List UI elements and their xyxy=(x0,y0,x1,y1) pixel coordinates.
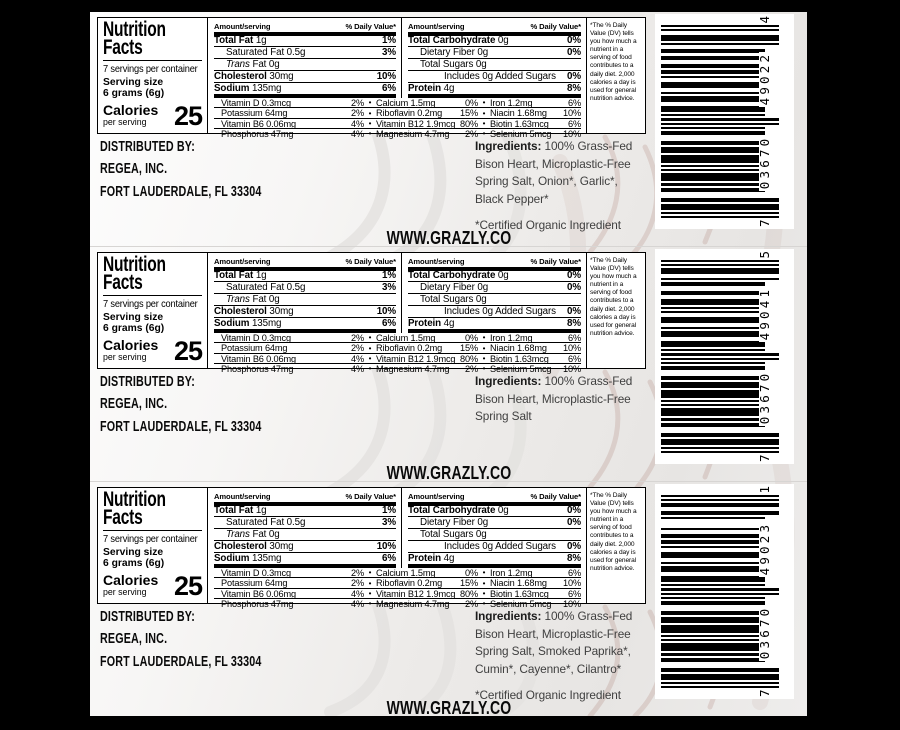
website-url xyxy=(90,698,807,716)
barcode-digit-group: 49022 xyxy=(757,51,773,106)
nutrition-facts-columns xyxy=(208,18,586,139)
micronutrient-row xyxy=(214,107,581,117)
nutrient-row: Total Sugars 0g xyxy=(408,529,581,541)
macro-columns xyxy=(208,18,586,98)
barcode-digit-group: 03670 xyxy=(757,370,773,425)
micronutrients-table xyxy=(208,568,586,609)
label-sheet xyxy=(90,12,807,716)
nutrition-facts-title xyxy=(103,488,176,529)
barcode-digit-group: 4 xyxy=(757,16,773,24)
amount-per-serving-header: Amount/serving xyxy=(214,22,271,31)
nutrient-row: Protein 4g 8% xyxy=(408,553,581,565)
calories-label: Calories xyxy=(103,571,159,588)
nutrient-dv: 1% xyxy=(382,35,396,47)
nutrient-row: Saturated Fat 0.5g 3% xyxy=(214,282,396,294)
daily-value-header: % Daily Value* xyxy=(345,22,396,31)
barcode-digit-group: 49041 xyxy=(757,286,773,341)
column-header xyxy=(408,255,581,266)
nutrient-row: Sodium 135mg 6% xyxy=(214,83,396,95)
micronutrient-row xyxy=(214,353,581,363)
micronutrient-cell: Riboflavin 0.2mg 15% xyxy=(376,108,478,119)
amount-per-serving-header: Amount/serving xyxy=(408,492,465,501)
nutrient-row: Includes 0g Added Sugars 0% xyxy=(408,71,581,83)
nutrition-facts-left-column xyxy=(98,488,208,603)
nutrient-dv: 1% xyxy=(382,505,396,517)
distributor-block xyxy=(100,371,262,438)
bullet-separator: • xyxy=(368,343,372,353)
distributor-line: DISTRIBUTED BY: xyxy=(100,609,196,625)
nutrient-row: Dietary Fiber 0g 0% xyxy=(408,517,581,529)
title-line-1: Nutrition xyxy=(103,488,166,511)
nutrient-dv: 8% xyxy=(567,318,581,330)
distributor-line: REGEA, INC. xyxy=(100,161,168,178)
ingredients-block xyxy=(475,373,647,435)
amount-per-serving-header: Amount/serving xyxy=(408,257,465,266)
distributor-line: REGEA, INC. xyxy=(100,396,168,413)
micronutrient-cell: Riboflavin 0.2mg 15% xyxy=(376,578,478,589)
barcode-digit-group: 03670 xyxy=(757,135,773,190)
micronutrient-cell: Vitamin B12 1.9mcg 80% xyxy=(376,118,478,129)
servings-per-container: 7 servings per container xyxy=(103,534,198,545)
nutrient-dv: 0% xyxy=(567,306,581,318)
nutrient-row: Sodium 135mg 6% xyxy=(214,553,396,565)
bullet-separator: • xyxy=(482,343,486,353)
micronutrient-cell: Selenium 5mcg 10% xyxy=(490,363,581,374)
nutrient-dv: 10% xyxy=(376,306,396,318)
nutrient-dv: 0% xyxy=(567,71,581,83)
calories-subtext: per serving xyxy=(103,351,147,362)
distributor-line: FORT LAUDERDALE, FL 33304 xyxy=(100,653,262,670)
column-carb-protein xyxy=(401,488,586,568)
distributor-line: REGEA, INC. xyxy=(100,631,168,648)
nutrition-facts-panel xyxy=(97,252,646,374)
ingredients-label: Ingredients: xyxy=(475,374,542,388)
nutrient-dv: 6% xyxy=(382,318,396,330)
bullet-separator: • xyxy=(368,333,372,343)
nutrient-row: Total Carbohydrate 0g 0% xyxy=(408,270,581,282)
bullet-separator: • xyxy=(482,108,486,118)
micronutrient-cell: Niacin 1.68mg 10% xyxy=(490,578,581,589)
micronutrient-row xyxy=(214,577,581,587)
nutrient-dv: 0% xyxy=(567,505,581,517)
micronutrient-cell: Biotin 1.63mcg 6% xyxy=(490,588,581,599)
nutrient-row: Total Sugars 0g xyxy=(408,294,581,306)
nutrient-row: Total Carbohydrate 0g 0% xyxy=(408,35,581,47)
nutrient-row: Cholesterol 30mg 10% xyxy=(214,306,396,318)
organic-note: *Certified Organic Ingredient xyxy=(475,688,621,703)
bullet-separator: • xyxy=(482,354,486,364)
servings-per-container: 7 servings per container xyxy=(103,299,198,310)
micronutrient-cell: Selenium 5mcg 10% xyxy=(490,598,581,609)
column-header xyxy=(214,490,396,501)
nutrient-row: Total Fat 1g 1% xyxy=(214,35,396,47)
serving-size-value: 6 grams (6g) xyxy=(103,557,165,569)
micronutrient-cell: Phosphorus 47mg 4% xyxy=(221,128,364,139)
website-text: WWW.GRAZLY.CO xyxy=(386,698,511,716)
serving-size xyxy=(103,548,202,570)
bullet-separator: • xyxy=(368,354,372,364)
micronutrient-cell: Biotin 1.63mcg 6% xyxy=(490,353,581,364)
column-fat-sodium xyxy=(208,488,401,568)
micronutrient-cell: Iron 1.2mg 6% xyxy=(490,332,581,343)
calories-row xyxy=(103,335,202,366)
nutrient-row: Trans Fat 0g xyxy=(214,59,396,71)
title-divider xyxy=(103,60,202,61)
micronutrient-cell: Iron 1.2mg 6% xyxy=(490,97,581,108)
distributor-line: FORT LAUDERDALE, FL 33304 xyxy=(100,183,262,200)
daily-value-header: % Daily Value* xyxy=(345,257,396,266)
micronutrient-cell: Vitamin B6 0.06mg 4% xyxy=(221,353,364,364)
daily-value-header: % Daily Value* xyxy=(530,257,581,266)
micronutrient-cell: Iron 1.2mg 6% xyxy=(490,567,581,578)
micronutrient-cell: Potassium 64mg 2% xyxy=(221,578,364,589)
micronutrient-cell: Vitamin D 0.3mcg 2% xyxy=(221,567,364,578)
bullet-separator: • xyxy=(482,589,486,599)
barcode-digit-group: 5 xyxy=(757,251,773,259)
barcode-digits xyxy=(756,249,775,464)
daily-value-header: % Daily Value* xyxy=(530,492,581,501)
nutrient-dv: 1% xyxy=(382,270,396,282)
micronutrient-cell: Vitamin D 0.3mcg 2% xyxy=(221,97,364,108)
nutrient-dv: 0% xyxy=(567,517,581,529)
micronutrient-cell: Magnesium 4.7mg 2% xyxy=(376,598,478,609)
title-line-2: Facts xyxy=(103,270,143,294)
micronutrient-cell: Vitamin B6 0.06mg 4% xyxy=(221,118,364,129)
calories-label-group xyxy=(103,571,159,597)
micronutrient-cell: Vitamin B12 1.9mcg 80% xyxy=(376,353,478,364)
micronutrient-cell: Calcium 1.5mg 0% xyxy=(376,332,478,343)
nutrient-dv: 8% xyxy=(567,553,581,565)
calories-value: 25 xyxy=(173,335,202,366)
nutrient-dv: 3% xyxy=(382,517,396,529)
title-line-1: Nutrition xyxy=(103,253,166,276)
amount-per-serving-header: Amount/serving xyxy=(214,257,271,266)
nutrition-facts-columns xyxy=(208,488,586,609)
column-fat-sodium xyxy=(208,253,401,333)
nutrient-row: Saturated Fat 0.5g 3% xyxy=(214,517,396,529)
micronutrient-cell: Vitamin B12 1.9mcg 80% xyxy=(376,588,478,599)
title-line-2: Facts xyxy=(103,505,143,529)
distributor-line: DISTRIBUTED BY: xyxy=(100,374,196,390)
micronutrient-cell: Vitamin B6 0.06mg 4% xyxy=(221,588,364,599)
micronutrient-cell: Biotin 1.63mcg 6% xyxy=(490,118,581,129)
dv-footnote: *The % Daily Value (DV) tells you how much a nutrient in a serving of food contributes to a daily diet. 2,000 calories a day is used for general nutrition advice. xyxy=(586,18,645,133)
bullet-separator: • xyxy=(482,333,486,343)
amount-per-serving-header: Amount/serving xyxy=(408,22,465,31)
nutrient-row: Dietary Fiber 0g 0% xyxy=(408,282,581,294)
micronutrient-row xyxy=(214,118,581,128)
nutrient-dv: 0% xyxy=(567,270,581,282)
barcode-digits xyxy=(756,14,775,229)
bullet-separator: • xyxy=(482,599,486,609)
micronutrient-row xyxy=(214,98,581,107)
barcode-digit-group: 03670 xyxy=(757,605,773,660)
calories-value: 25 xyxy=(173,100,202,131)
nutrient-row: Total Fat 1g 1% xyxy=(214,270,396,282)
nutrient-dv: 0% xyxy=(567,541,581,553)
column-carb-protein xyxy=(401,18,586,98)
ingredients-label: Ingredients: xyxy=(475,139,542,153)
serving-size xyxy=(103,78,202,100)
bullet-separator: • xyxy=(368,364,372,374)
column-header xyxy=(214,255,396,266)
ingredients-text: Ingredients: 100% Grass-Fed Bison Heart, Microplastic-Free Spring Salt, Onion*, Garlic*, Black Pepper* xyxy=(475,139,633,206)
bullet-separator: • xyxy=(368,568,372,578)
column-header xyxy=(408,490,581,501)
title-line-1: Nutrition xyxy=(103,18,166,41)
micronutrient-row xyxy=(214,342,581,352)
dv-footnote: *The % Daily Value (DV) tells you how much a nutrient in a serving of food contributes to a daily diet. 2,000 calories a day is used for general nutrition advice. xyxy=(586,488,645,603)
nutrition-facts-title xyxy=(103,18,176,59)
micronutrients-table xyxy=(208,98,586,139)
ingredients-block xyxy=(475,608,647,705)
nutrition-facts-columns xyxy=(208,253,586,374)
nutrient-row: Total Fat 1g 1% xyxy=(214,505,396,517)
nutrient-row: Trans Fat 0g xyxy=(214,294,396,306)
barcode xyxy=(655,249,794,464)
distributor-block xyxy=(100,136,262,203)
micronutrient-row xyxy=(214,588,581,598)
barcode-digit-group: 7 xyxy=(757,689,773,697)
nutrient-row: Sodium 135mg 6% xyxy=(214,318,396,330)
nutrient-row: Saturated Fat 0.5g 3% xyxy=(214,47,396,59)
ingredients-text: Ingredients: 100% Grass-Fed Bison Heart, Microplastic-Free Spring Salt xyxy=(475,374,633,424)
serving-size-value: 6 grams (6g) xyxy=(103,322,165,334)
serving-size-label: Serving size xyxy=(103,547,164,558)
label-rows-container xyxy=(90,12,807,716)
bullet-separator: • xyxy=(368,589,372,599)
amount-per-serving-header: Amount/serving xyxy=(214,492,271,501)
micronutrient-cell: Riboflavin 0.2mg 15% xyxy=(376,343,478,354)
column-header xyxy=(408,20,581,31)
nutrient-dv: 0% xyxy=(567,282,581,294)
calories-label: Calories xyxy=(103,336,159,353)
bullet-separator: • xyxy=(368,98,372,108)
nutrient-row: Trans Fat 0g xyxy=(214,529,396,541)
title-line-2: Facts xyxy=(103,35,143,59)
ingredients-block xyxy=(475,138,647,235)
micronutrient-cell: Niacin 1.68mg 10% xyxy=(490,108,581,119)
serving-size xyxy=(103,313,202,335)
column-header xyxy=(214,20,396,31)
barcode-digit-group: 7 xyxy=(757,219,773,227)
distributor-line: DISTRIBUTED BY: xyxy=(100,139,196,155)
nutrient-row: Cholesterol 30mg 10% xyxy=(214,71,396,83)
title-divider xyxy=(103,530,202,531)
micronutrient-cell: Niacin 1.68mg 10% xyxy=(490,343,581,354)
barcode xyxy=(655,14,794,229)
calories-subtext: per serving xyxy=(103,586,147,597)
micronutrient-cell: Magnesium 4.7mg 2% xyxy=(376,128,478,139)
ingredients-label: Ingredients: xyxy=(475,609,542,623)
nutrition-facts-panel xyxy=(97,17,646,139)
organic-note: *Certified Organic Ingredient xyxy=(475,218,621,233)
bullet-separator: • xyxy=(368,599,372,609)
calories-label-group xyxy=(103,336,159,362)
barcode-digit-group: 49023 xyxy=(757,521,773,576)
serving-size-label: Serving size xyxy=(103,312,164,323)
macro-columns xyxy=(208,253,586,333)
serving-size-label: Serving size xyxy=(103,77,164,88)
serving-size-value: 6 grams (6g) xyxy=(103,87,165,99)
nutrient-dv: 8% xyxy=(567,83,581,95)
calories-row xyxy=(103,100,202,131)
bullet-separator: • xyxy=(368,119,372,129)
distributor-block xyxy=(100,606,262,673)
nutrient-row: Total Carbohydrate 0g 0% xyxy=(408,505,581,517)
daily-value-header: % Daily Value* xyxy=(345,492,396,501)
nutrition-facts-title xyxy=(103,253,176,294)
label-row xyxy=(90,12,807,246)
barcode xyxy=(655,484,794,699)
bullet-separator: • xyxy=(482,364,486,374)
column-fat-sodium xyxy=(208,18,401,98)
calories-subtext: per serving xyxy=(103,116,147,127)
nutrient-row: Includes 0g Added Sugars 0% xyxy=(408,541,581,553)
nutrient-dv: 6% xyxy=(382,83,396,95)
barcode-digits xyxy=(756,484,775,699)
label-row xyxy=(90,246,807,481)
micronutrient-cell: Calcium 1.5mg 0% xyxy=(376,97,478,108)
nutrient-dv: 10% xyxy=(376,71,396,83)
bullet-separator: • xyxy=(368,108,372,118)
calories-row xyxy=(103,570,202,601)
dv-footnote: *The % Daily Value (DV) tells you how much a nutrient in a serving of food contributes to a daily diet. 2,000 calories a day is used for general nutrition advice. xyxy=(586,253,645,368)
website-text: WWW.GRAZLY.CO xyxy=(386,228,511,248)
nutrient-dv: 0% xyxy=(567,35,581,47)
calories-label: Calories xyxy=(103,101,159,118)
distributor-line: FORT LAUDERDALE, FL 33304 xyxy=(100,418,262,435)
calories-value: 25 xyxy=(173,570,202,601)
micronutrient-cell: Magnesium 4.7mg 2% xyxy=(376,363,478,374)
micronutrient-row xyxy=(214,333,581,342)
nutrient-dv: 10% xyxy=(376,541,396,553)
nutrient-row: Protein 4g 8% xyxy=(408,83,581,95)
bullet-separator: • xyxy=(368,578,372,588)
micronutrient-cell: Selenium 5mcg 10% xyxy=(490,128,581,139)
micronutrient-cell: Potassium 64mg 2% xyxy=(221,343,364,354)
micronutrient-cell: Phosphorus 47mg 4% xyxy=(221,598,364,609)
title-divider xyxy=(103,295,202,296)
website-text: WWW.GRAZLY.CO xyxy=(386,463,511,483)
calories-label-group xyxy=(103,101,159,127)
micronutrient-cell: Potassium 64mg 2% xyxy=(221,108,364,119)
nutrient-dv: 3% xyxy=(382,47,396,59)
bullet-separator: • xyxy=(482,98,486,108)
barcode-digit-group: 7 xyxy=(757,454,773,462)
ingredients-text: Ingredients: 100% Grass-Fed Bison Heart, Microplastic-Free Spring Salt, Smoked Paprika*, Cumin*, Cayenne*, Cilantro* xyxy=(475,609,633,676)
column-carb-protein xyxy=(401,253,586,333)
nutrient-dv: 0% xyxy=(567,47,581,59)
nutrient-row: Cholesterol 30mg 10% xyxy=(214,541,396,553)
nutrition-facts-panel xyxy=(97,487,646,609)
bullet-separator: • xyxy=(368,129,372,139)
bullet-separator: • xyxy=(482,568,486,578)
micronutrient-cell: Calcium 1.5mg 0% xyxy=(376,567,478,578)
barcode-digit-group: 1 xyxy=(757,486,773,494)
nutrition-facts-left-column xyxy=(98,253,208,368)
micronutrient-row xyxy=(214,568,581,577)
daily-value-header: % Daily Value* xyxy=(530,22,581,31)
nutrient-dv: 3% xyxy=(382,282,396,294)
macro-columns xyxy=(208,488,586,568)
nutrient-row: Includes 0g Added Sugars 0% xyxy=(408,306,581,318)
nutrient-row: Dietary Fiber 0g 0% xyxy=(408,47,581,59)
nutrition-facts-left-column xyxy=(98,18,208,133)
nutrient-dv: 6% xyxy=(382,553,396,565)
nutrient-row: Total Sugars 0g xyxy=(408,59,581,71)
micronutrient-cell: Vitamin D 0.3mcg 2% xyxy=(221,332,364,343)
bullet-separator: • xyxy=(482,119,486,129)
bullet-separator: • xyxy=(482,129,486,139)
label-row xyxy=(90,481,807,716)
servings-per-container: 7 servings per container xyxy=(103,64,198,75)
nutrient-row: Protein 4g 8% xyxy=(408,318,581,330)
micronutrient-cell: Phosphorus 47mg 4% xyxy=(221,363,364,374)
micronutrients-table xyxy=(208,333,586,374)
bullet-separator: • xyxy=(482,578,486,588)
